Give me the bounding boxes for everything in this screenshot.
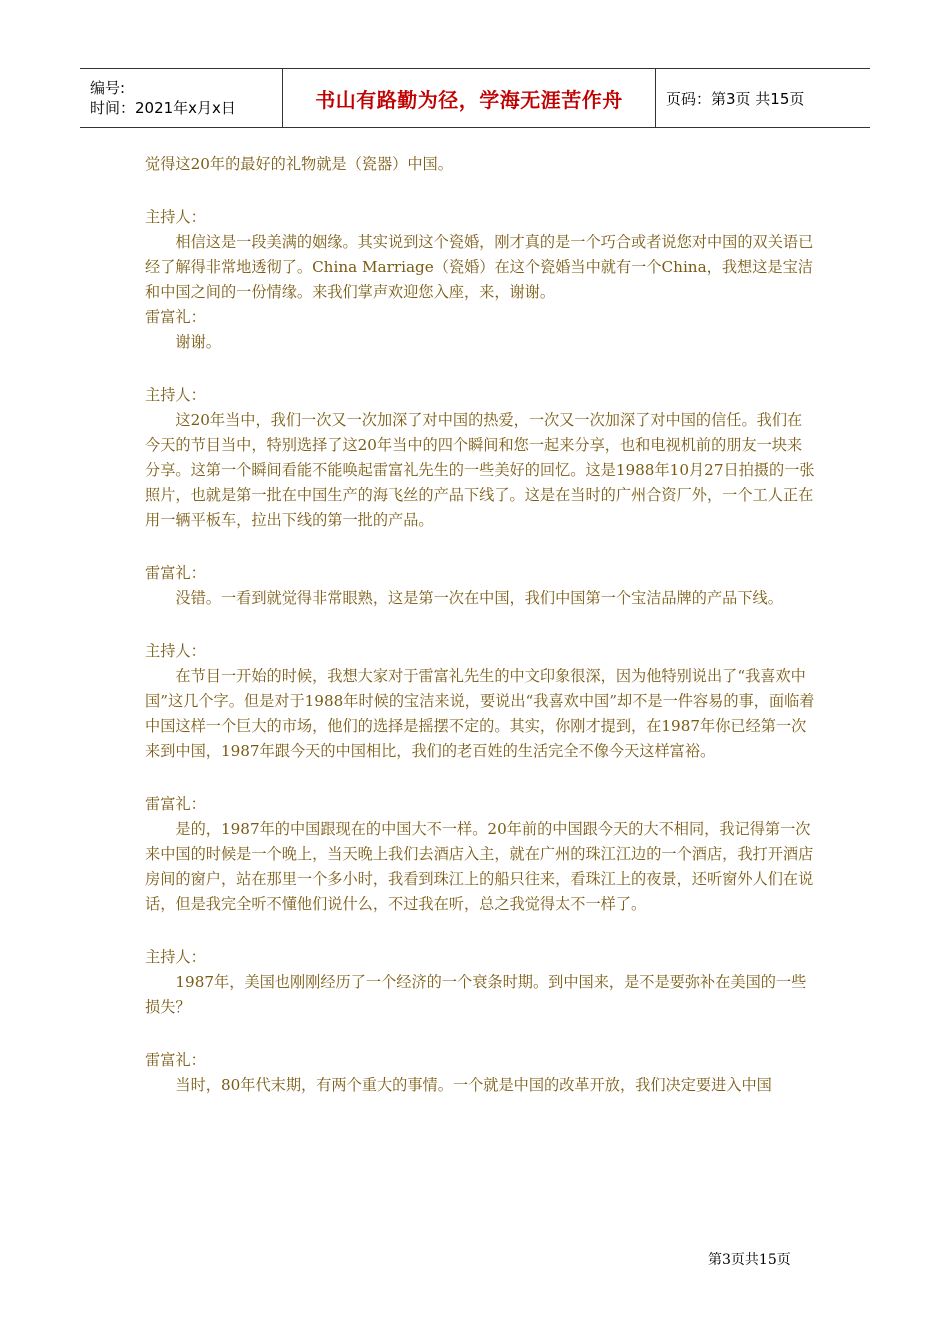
speaker-label: 主持人：: [145, 642, 206, 660]
paragraph: 是的，1987年的中国跟现在的中国大不一样。20年前的中国跟今天的大不相同，我记得第一次来中国的时候是一个晚上，当天晚上我们去酒店入主，就在广州的珠江江边的一个酒店，我打开酒店房间的窗户，站在那里一个多小时，我看到珠江上的船只往来，看珠江上的夜景，还听窗外人们在说话，但是我完全听不懂他们说什么，不过我在听，总之我觉得太不一样了。: [145, 820, 814, 913]
paragraph-spacer: [145, 917, 815, 945]
speaker-label: 主持人：: [145, 208, 206, 226]
header-page-cell: [656, 69, 870, 127]
paragraph-spacer: [145, 533, 815, 561]
paragraph-spacer: [145, 764, 815, 792]
header-page-number: 页码：第3页 共15页: [666, 89, 805, 108]
paragraph-spacer: [145, 1020, 815, 1048]
page-header: [80, 68, 870, 128]
paragraph: 当时，80年代末期，有两个重大的事情。一个就是中国的改革开放，我们决定要进入中国: [175, 1076, 772, 1094]
paragraph: 没错。一看到就觉得非常眼熟，这是第一次在中国，我们中国第一个宝洁品牌的产品下线。: [175, 589, 783, 607]
document-number-label: 编号:: [90, 79, 126, 97]
speaker-label: 主持人：: [145, 386, 206, 404]
page-footer: 第3页共15页: [708, 1252, 791, 1268]
speaker-label: 雷富礼：: [145, 1051, 206, 1069]
paragraph: 谢谢。: [175, 333, 221, 351]
document-body: [145, 152, 815, 1098]
header-motto: 书山有路勤为径，学海无涯苦作舟: [315, 87, 623, 112]
paragraph-spacer: [145, 177, 815, 205]
speaker-label: 雷富礼：: [145, 564, 206, 582]
speaker-label: 主持人：: [145, 948, 206, 966]
speaker-label: 雷富礼：: [145, 308, 206, 326]
speaker-label: 雷富礼：: [145, 795, 206, 813]
paragraph: 1987年，美国也刚刚经历了一个经济的一个衰条时期。到中国来，是不是要弥补在美国的一些损失？: [145, 973, 807, 1016]
paragraph: 这20年当中，我们一次又一次加深了对中国的热爱，一次又一次加深了对中国的信任。我们在今天的节目当中，特别选择了这20年当中的四个瞬间和您一起来分享，也和电视机前的朋友一块来分享。这第一个瞬间看能不能唤起雷富礼先生的一些美好的回忆。这是1988年10月27日拍摄的一张照片，也就是第一批在中国生产的海飞丝的产品下线了。这是在当时的广州合资厂外，一个工人正在用一辆平板车，拉出下线的第一批的产品。: [145, 411, 815, 529]
header-info-cell: [80, 69, 282, 127]
paragraph-spacer: [145, 355, 815, 383]
paragraph: 相信这是一段美满的姻缘。其实说到这个瓷婚，刚才真的是一个巧合或者说您对中国的双关语已经了解得非常地透彻了。China Marriage（瓷婚）在这个瓷婚当中就有一个China，我想这是宝洁和中国之间的一份情缘。来我们掌声欢迎您入座，来，谢谢。: [145, 233, 814, 301]
document-date-label: 时间：2021年x月x日: [90, 99, 236, 117]
paragraph: 在节目一开始的时候，我想大家对于雷富礼先生的中文印象很深，因为他特别说出了“我喜欢中国”这几个字。但是对于1988年时候的宝洁来说，要说出“我喜欢中国”却不是一件容易的事，面临着中国这样一个巨大的市场，他们的选择是摇摆不定的。其实，你刚才提到，在1987年你已经第一次来到中国，1987年跟今天的中国相比，我们的老百姓的生活完全不像今天这样富裕。: [145, 667, 815, 760]
header-motto-cell: [282, 69, 656, 127]
paragraph-spacer: [145, 611, 815, 639]
paragraph: 觉得这20年的最好的礼物就是（瓷器）中国。: [145, 155, 453, 173]
